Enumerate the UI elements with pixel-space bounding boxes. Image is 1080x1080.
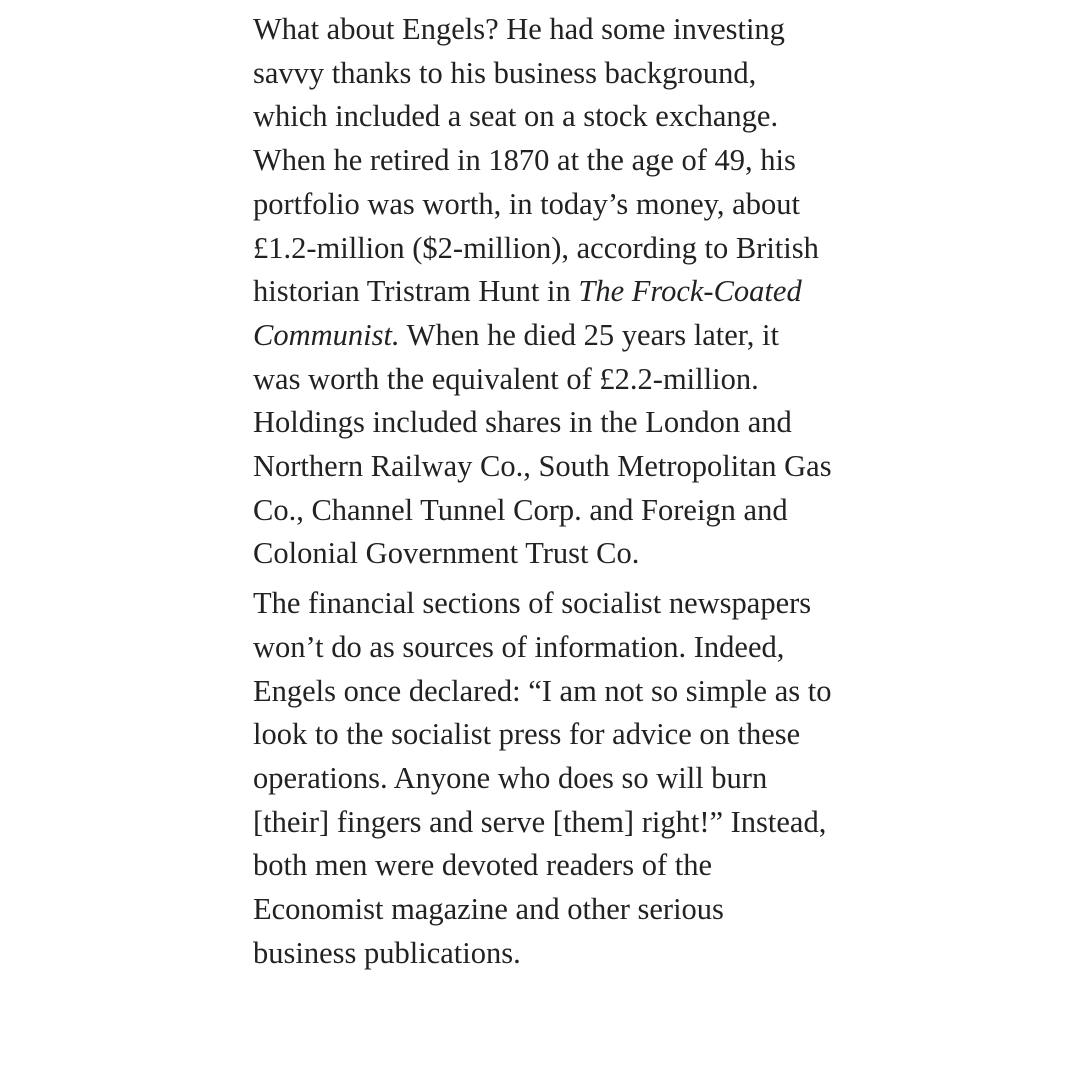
paragraph-text: When he died 25 years later, it was worth the equivalent of £2.2-million. Holdings included shares in the London and Northern Railway Co., South Metropolitan Gas Co., Channel Tunnel Corp. and Foreign and Colonial Government Trust Co. <box>253 317 832 571</box>
book-title: The Frock-Coated Communist. <box>253 274 802 352</box>
article-paragraph <box>253 582 833 975</box>
article-body <box>253 8 833 981</box>
paragraph-text: The financial sections of socialist newspapers won’t do as sources of information. Indeed, Engels once declared: “I am not so simple as to look to the socialist press for advice on these operations. Anyone who does so will burn [their] fingers and serve [them] right!” Instead, both men were devoted readers of the Economist magazine and other serious business publications. <box>253 586 832 970</box>
article-paragraph <box>253 8 833 576</box>
paragraph-text: What about Engels? He had some investing savvy thanks to his business background, which included a seat on a stock exchange. When he retired in 1870 at the age of 49, his portfolio was worth, in today’s money, about £1.2-million ($2-million), according to British historian Tristram Hunt in <box>253 12 819 309</box>
